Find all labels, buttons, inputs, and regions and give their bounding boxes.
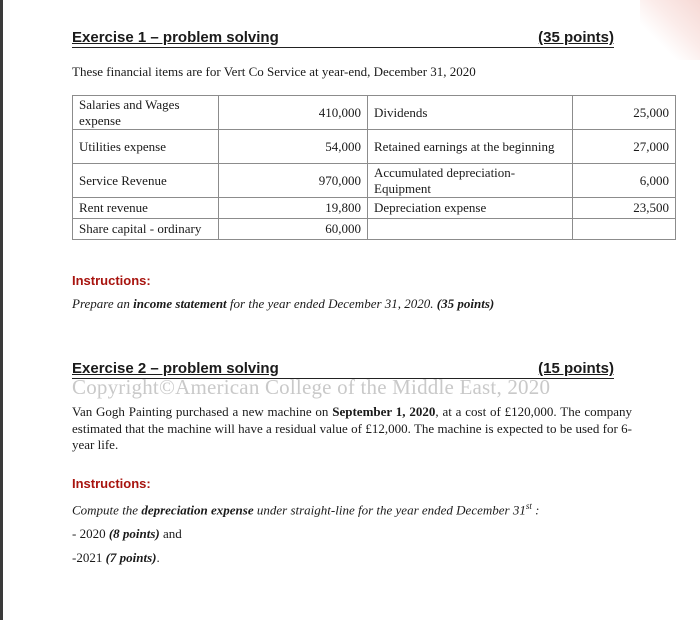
- table-cell: Depreciation expense: [368, 198, 573, 219]
- instr-text: :: [531, 502, 540, 518]
- instr-text: for the year ended December 31, 2020.: [226, 296, 437, 311]
- table-cell: [573, 219, 676, 240]
- exercise2-item-2020: [72, 526, 182, 542]
- instr-bold: depreciation expense: [141, 502, 254, 518]
- table-cell: Dividends: [368, 96, 573, 130]
- table-cell: 970,000: [219, 164, 368, 198]
- table-cell: [368, 219, 573, 240]
- table-row: [73, 130, 676, 164]
- item-points: (8 points): [108, 526, 160, 541]
- table-cell: Utilities expense: [73, 130, 219, 164]
- table-cell: 60,000: [219, 219, 368, 240]
- item-text: -2021: [72, 550, 106, 565]
- table-cell: Accumulated depreciation-Equipment: [368, 164, 573, 198]
- table-cell: 6,000: [573, 164, 676, 198]
- instr-text: under straight-line for the year ended December 31: [253, 502, 526, 518]
- table-cell: 25,000: [573, 96, 676, 130]
- item-text: - 2020: [72, 526, 109, 541]
- instr-text: Compute the: [72, 502, 142, 518]
- table-cell: Retained earnings at the beginning: [368, 130, 573, 164]
- exercise2-instructions-label: Instructions:: [72, 476, 151, 491]
- item-text: .: [156, 550, 160, 565]
- table-cell: Share capital - ordinary: [73, 219, 219, 240]
- exercise2-item-2021: [72, 550, 160, 566]
- table-cell: 54,000: [219, 130, 368, 164]
- table-cell: 410,000: [219, 96, 368, 130]
- table-cell: 27,000: [573, 130, 676, 164]
- para-text: Van Gogh Painting purchased a new machine on: [72, 404, 333, 419]
- para-text: , at a cost of £120,000. The company estimated that the machine will have a residual value of £12,000. The machine is expected to be used for 6-year life.: [72, 404, 632, 452]
- table-row: [73, 164, 676, 198]
- exercise2-points: (15 points): [538, 360, 614, 377]
- instr-bold: income statement: [133, 296, 227, 311]
- exercise1-heading: [72, 29, 614, 48]
- exercise1-instructions: [72, 296, 494, 312]
- table-row: [73, 96, 676, 130]
- item-points: (7 points): [105, 550, 157, 565]
- item-text: and: [159, 526, 182, 541]
- left-edge-bar: [0, 0, 3, 620]
- table-row: [73, 219, 676, 240]
- instr-sup: st: [525, 501, 532, 511]
- exercise1-intro: These financial items are for Vert Co Service at year-end, December 31, 2020: [72, 64, 476, 79]
- exercise1-instructions-label: Instructions:: [72, 273, 151, 288]
- table-cell: 19,800: [219, 198, 368, 219]
- corner-decoration: [640, 0, 700, 60]
- table-cell: 23,500: [573, 198, 676, 219]
- table-cell: Service Revenue: [73, 164, 219, 198]
- para-date: September 1, 2020: [332, 404, 436, 419]
- exercise1-title: Exercise 1 – problem solving: [72, 29, 279, 46]
- exercise2-paragraph: [72, 404, 632, 454]
- table-row: [73, 198, 676, 219]
- copyright-watermark: Copyright©American College of the Middle East, 2020: [72, 375, 551, 399]
- exercise2-instructions: [72, 501, 539, 518]
- financial-items-table: [72, 95, 676, 240]
- table-cell: Rent revenue: [73, 198, 219, 219]
- exercise1-points: (35 points): [538, 29, 614, 46]
- table-cell: Salaries and Wages expense: [73, 96, 219, 130]
- instr-text: Prepare an: [72, 296, 134, 311]
- exercise2-title: Exercise 2 – problem solving: [72, 360, 279, 377]
- instr-points: (35 points): [436, 296, 495, 311]
